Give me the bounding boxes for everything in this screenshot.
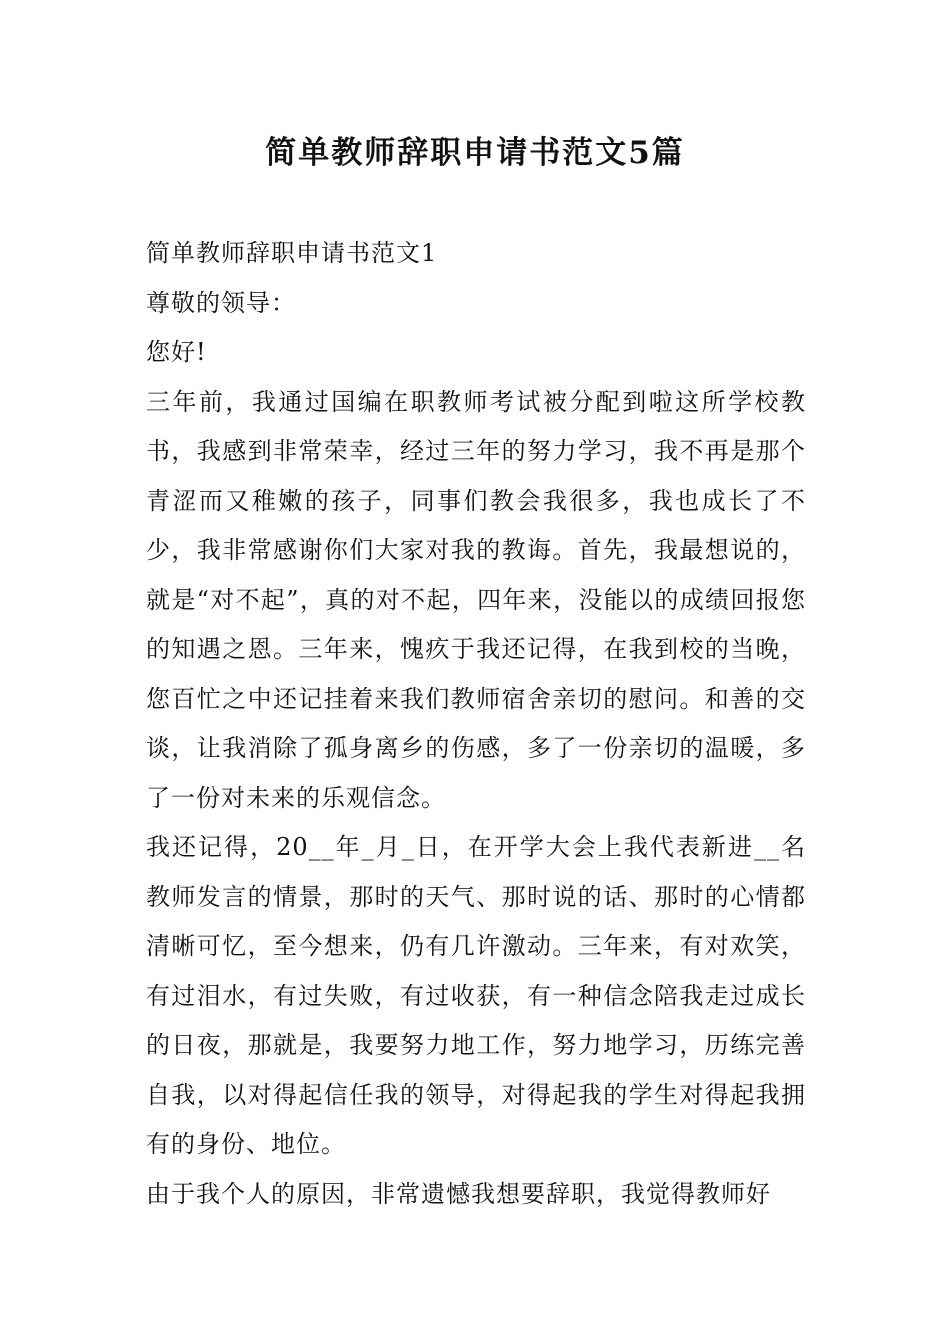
body-paragraph: 由于我个人的原因，非常遗憾我想要辞职，我觉得教师好: [146, 1179, 771, 1208]
salutation: 尊敬的领导：: [146, 288, 296, 317]
document-title: 简单教师辞职申请书范文5篇: [265, 135, 685, 171]
document-body: [146, 229, 806, 1219]
body-paragraph: 三年前，我通过国编在职教师考试被分配到啦这所学校教书，我感到非常荣幸，经过三年的努力学习，我不再是那个青涩而又稚嫩的孩子，同事们教会我很多，我也成长了不少，我非常感谢你们大家对我的教诲。首先，我最想说的，就是“对不起”，真的对不起，四年来，没能以的成绩回报您的知遇之恩。三年来，愧疚于我还记得，在我到校的当晚，您百忙之中还记挂着来我们教师宿舍亲切的慰问。和善的交谈，让我消除了孤身离乡的伤感，多了一份亲切的温暖，多了一份对未来的乐观信念。: [146, 387, 806, 812]
body-paragraph: 我还记得，20__年_月_日，在开学大会上我代表新进__名教师发言的情景，那时的天气、那时说的话、那时的心情都清晰可忆，至今想来，仍有几许激动。三年来，有对欢笑，有过泪水，有过失败，有过收获，有一种信念陪我走过成长的日夜，那就是，我要努力地工作，努力地学习，历练完善自我，以对得起信任我的领导，对得起我的学生对得起我拥有的身份、地位。: [146, 833, 806, 1158]
section-heading: 简单教师辞职申请书范文1: [146, 239, 438, 267]
greeting: 您好!: [146, 338, 207, 366]
